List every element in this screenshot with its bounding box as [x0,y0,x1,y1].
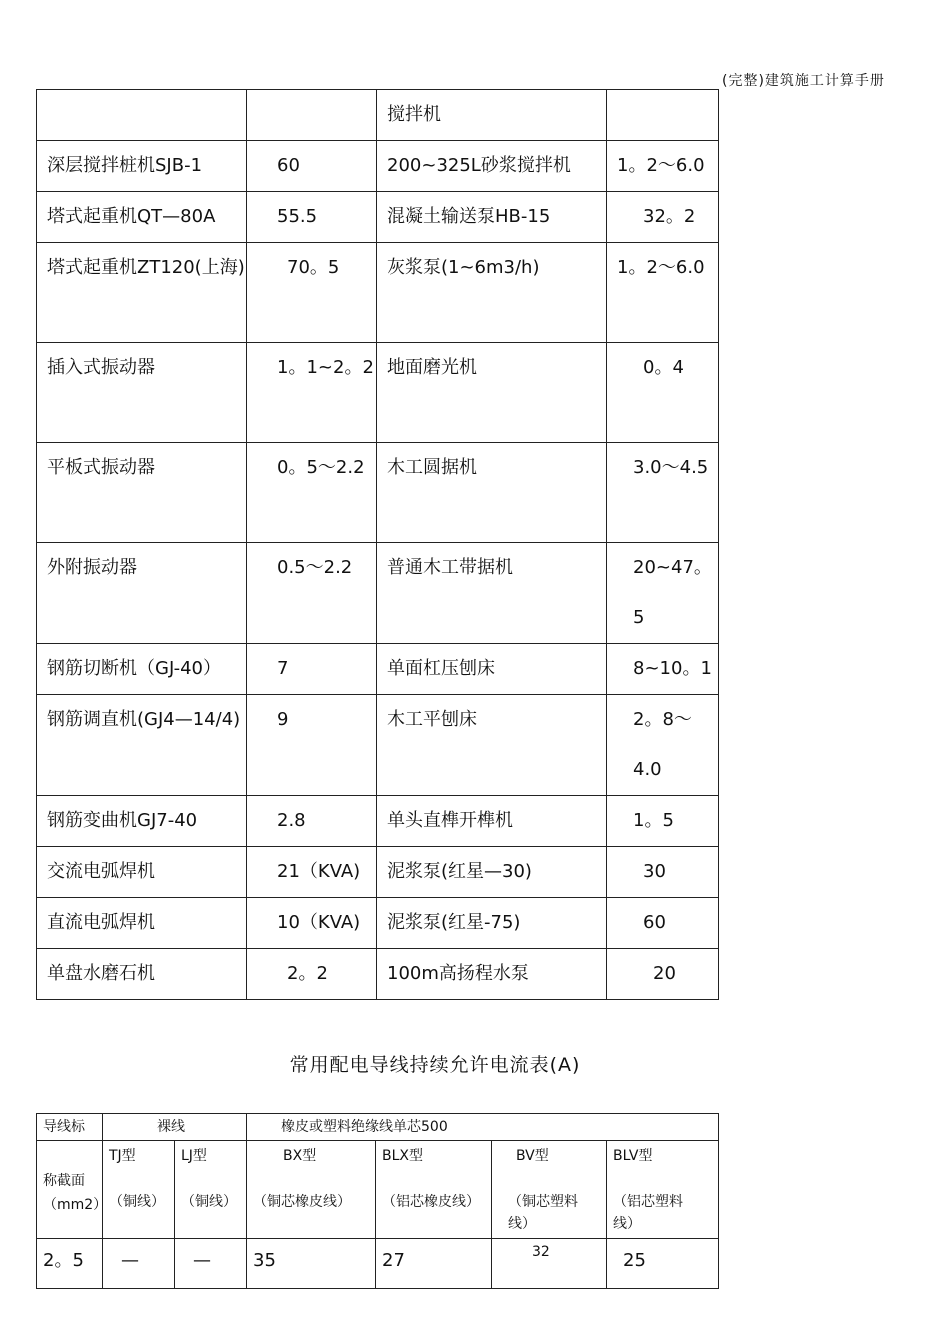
type-lj: LJ型 （铜线） [175,1141,247,1239]
power-table [36,89,719,1000]
current-table [36,1113,719,1289]
power-value-2: 0。4 [607,343,719,443]
cell-blx: 27 [376,1239,492,1289]
machine-name: 钢筋变曲机GJ7-40 [37,796,247,847]
machine-name: 钢筋调直机(GJ4—14/4) [37,695,247,796]
power-value: 55.5 [247,192,377,243]
header-bare-wire: 裸线 [103,1114,247,1141]
header-conductor: 导线标 [37,1114,103,1141]
machine-name-2: 泥浆泵(红星-75) [377,898,607,949]
power-value-2 [607,90,719,141]
machine-name: 单盘水磨石机 [37,949,247,1000]
machine-name-2: 地面磨光机 [377,343,607,443]
machine-name-2: 普通木工带据机 [377,543,607,644]
power-value: 9 [247,695,377,796]
table-row [37,898,719,949]
machine-name-2: 灰浆泵(1~6m3/h) [377,243,607,343]
machine-name: 塔式起重机QT—80A [37,192,247,243]
cell-lj: — [175,1239,247,1289]
power-value-2: 3.0～4.5 [607,443,719,543]
machine-name-2: 搅拌机 [377,90,607,141]
machine-name-2: 泥浆泵(红星—30) [377,847,607,898]
table-row [37,141,719,192]
power-value-2: 32。2 [607,192,719,243]
page-header: (完整)建筑施工计算手册 [722,73,885,89]
cell-section: 2。5 [37,1239,103,1289]
power-value: 2.8 [247,796,377,847]
power-value-2: 1。2～6.0 [607,243,719,343]
power-value: 0。5～2.2 [247,443,377,543]
table-row [37,695,719,796]
power-value: 0.5～2.2 [247,543,377,644]
machine-name: 交流电弧焊机 [37,847,247,898]
power-value-2: 60 [607,898,719,949]
power-value-2: 20~47。5 [607,543,719,644]
power-value-2: 30 [607,847,719,898]
type-blv: BLV型 （铝芯塑料线） [607,1141,719,1239]
table-title: 常用配电导线持续允许电流表(A) [289,1054,581,1076]
table-row [37,644,719,695]
power-value-2: 1。2～6.0 [607,141,719,192]
table-row [37,243,719,343]
cell-blv: 25 [607,1239,719,1289]
power-value: 60 [247,141,377,192]
power-value-2: 20 [607,949,719,1000]
power-value-2: 2。8～4.0 [607,695,719,796]
header-insulated: 橡皮或塑料绝缘线单芯500 [247,1114,719,1141]
cell-bx: 35 [247,1239,376,1289]
machine-name-2: 木工平刨床 [377,695,607,796]
table-row [37,192,719,243]
machine-name-2: 100m高扬程水泵 [377,949,607,1000]
table-row [37,90,719,141]
machine-name: 平板式振动器 [37,443,247,543]
table-row [37,847,719,898]
power-value: 1。1~2。2 [247,343,377,443]
machine-name-2: 单面杠压刨床 [377,644,607,695]
machine-name: 外附振动器 [37,543,247,644]
machine-name-2: 混凝土输送泵HB-15 [377,192,607,243]
table-row [37,543,719,644]
type-bx: BX型 （铜芯橡皮线） [247,1141,376,1239]
machine-name-2: 木工圆据机 [377,443,607,543]
power-value [247,90,377,141]
power-value: 10（KVA) [247,898,377,949]
machine-name: 深层搅拌桩机SJB-1 [37,141,247,192]
power-value: 7 [247,644,377,695]
power-value-2: 1。5 [607,796,719,847]
machine-name: 钢筋切断机（GJ-40） [37,644,247,695]
machine-name [37,90,247,141]
type-blx: BLX型 （铝芯橡皮线） [376,1141,492,1239]
cell-bv: 32 [492,1239,607,1289]
table-row [37,443,719,543]
machine-name: 塔式起重机ZT120(上海) [37,243,247,343]
table-row [37,949,719,1000]
table-row [37,796,719,847]
power-value: 70。5 [247,243,377,343]
power-value: 2。2 [247,949,377,1000]
type-tj: TJ型 （铜线） [103,1141,175,1239]
table-row [37,343,719,443]
cell-tj: — [103,1239,175,1289]
machine-name: 直流电弧焊机 [37,898,247,949]
machine-name: 插入式振动器 [37,343,247,443]
machine-name-2: 单头直榫开榫机 [377,796,607,847]
header-section: 称截面 （mm2） [37,1141,103,1239]
power-value: 21（KVA) [247,847,377,898]
machine-name-2: 200~325L砂浆搅拌机 [377,141,607,192]
type-bv: BV型 （铜芯塑料线） [492,1141,607,1239]
power-value-2: 8~10。1 [607,644,719,695]
